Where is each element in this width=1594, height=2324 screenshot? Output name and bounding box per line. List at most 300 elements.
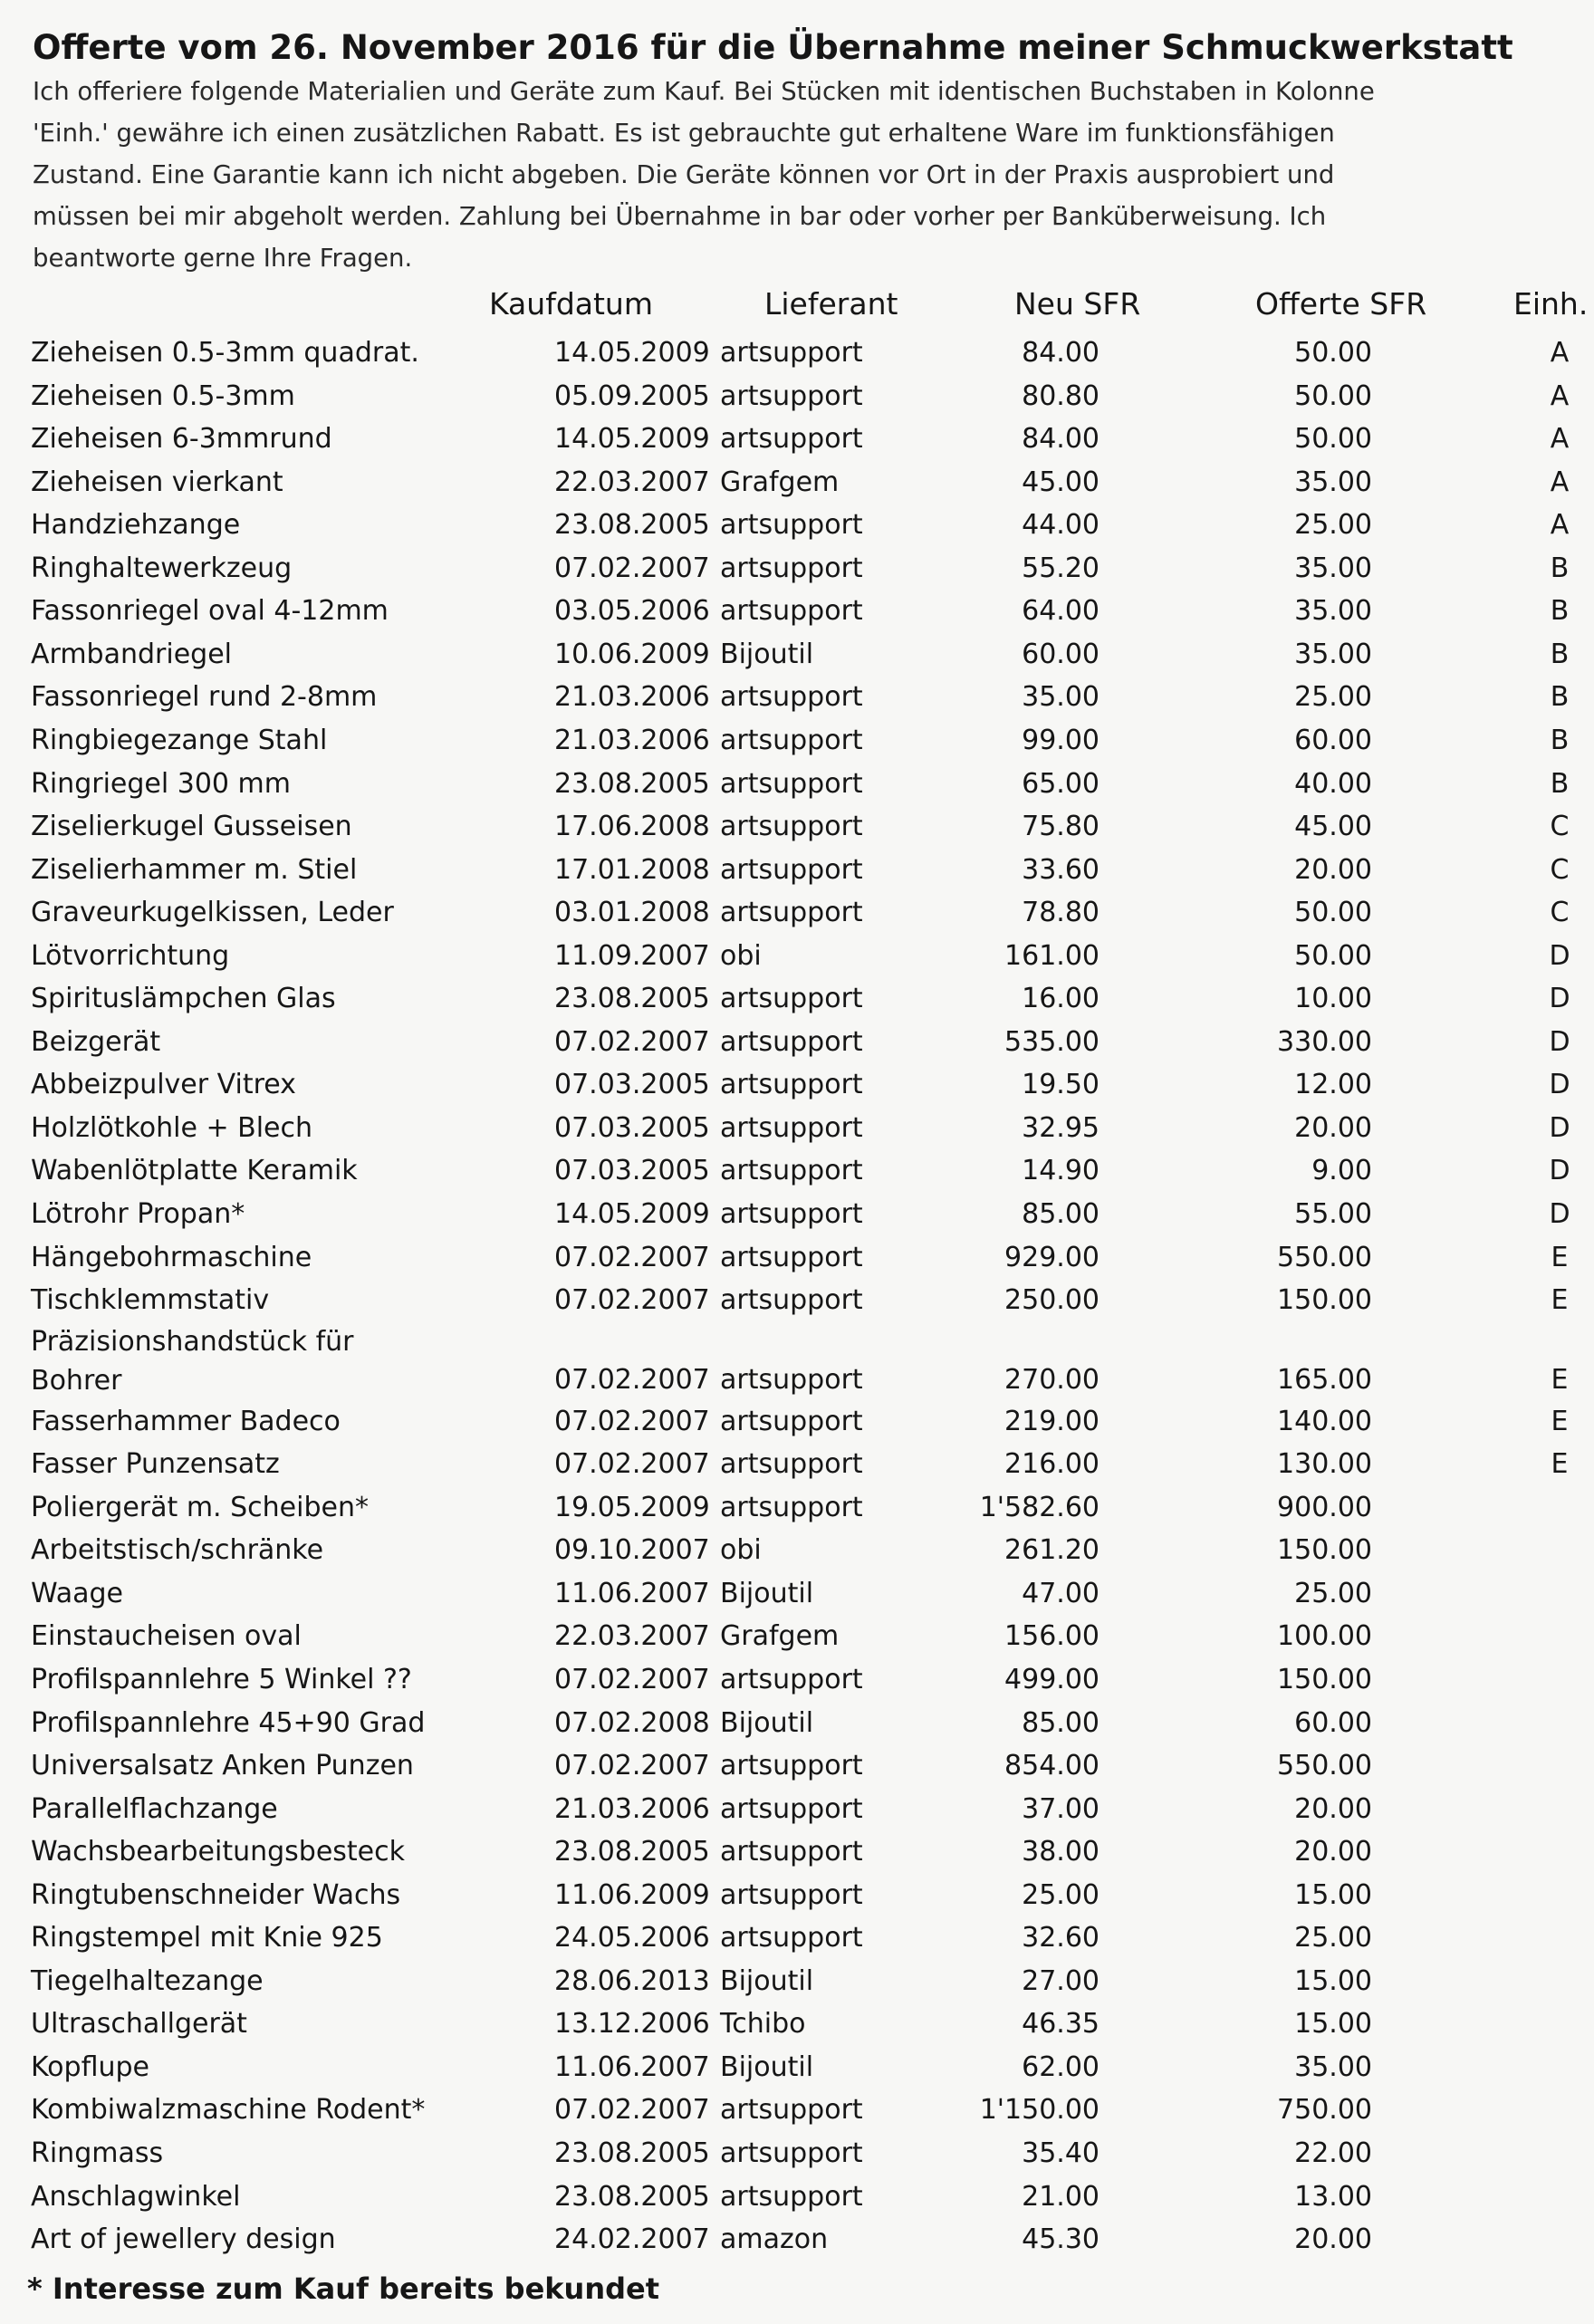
cell-neu-sfr: 85.00	[1022, 1198, 1099, 1230]
cell-einheit: D	[1549, 1155, 1570, 1187]
cell-einheit: D	[1549, 1111, 1570, 1144]
cell-kaufdatum: 28.06.2013	[554, 1964, 710, 1997]
cell-neu-sfr: 99.00	[1022, 724, 1099, 756]
cell-neu-sfr: 60.00	[1022, 638, 1099, 670]
cell-offerte-sfr: 25.00	[1294, 681, 1372, 714]
cell-lieferant: Grafgem	[720, 1620, 840, 1653]
cell-offerte-sfr: 750.00	[1277, 2094, 1372, 2127]
cell-offerte-sfr: 20.00	[1294, 853, 1372, 886]
cell-lieferant: artsupport	[720, 983, 863, 1015]
cell-kaufdatum: 14.05.2009	[554, 1198, 710, 1230]
cell-neu-sfr: 32.95	[1022, 1111, 1099, 1144]
cell-neu-sfr: 84.00	[1022, 423, 1099, 456]
cell-item-name: Handziehzange	[31, 509, 241, 542]
cell-einheit: E	[1551, 1284, 1569, 1317]
cell-item-name: Abbeizpulver Vitrex	[31, 1069, 296, 1101]
cell-lieferant: artsupport	[720, 379, 863, 412]
cell-lieferant: Bijoutil	[720, 1706, 814, 1739]
cell-lieferant: artsupport	[720, 2137, 863, 2169]
cell-offerte-sfr: 150.00	[1277, 1663, 1372, 1695]
cell-item-name: Fassonriegel rund 2-8mm	[31, 681, 378, 714]
cell-item-name: Universalsatz Anken Punzen	[31, 1750, 414, 1782]
cell-offerte-sfr: 35.00	[1294, 638, 1372, 670]
cell-lieferant: artsupport	[720, 1069, 863, 1101]
cell-neu-sfr: 75.80	[1022, 811, 1099, 843]
cell-kaufdatum: 22.03.2007	[554, 466, 710, 498]
cell-kaufdatum: 14.05.2009	[554, 423, 710, 456]
cell-neu-sfr: 33.60	[1022, 853, 1099, 886]
intro-paragraph	[33, 71, 1445, 279]
cell-neu-sfr: 38.00	[1022, 1836, 1099, 1868]
cell-lieferant: artsupport	[720, 1155, 863, 1187]
cell-offerte-sfr: 130.00	[1277, 1448, 1372, 1481]
cell-item-name: Graveurkugelkissen, Leder	[31, 897, 394, 929]
cell-offerte-sfr: 35.00	[1294, 552, 1372, 584]
cell-item-name: Arbeitstisch/schränke	[31, 1534, 324, 1567]
cell-offerte-sfr: 55.00	[1294, 1198, 1372, 1230]
cell-lieferant: artsupport	[720, 423, 863, 456]
cell-item-name: Lötrohr Propan*	[31, 1198, 245, 1230]
cell-lieferant: Bijoutil	[720, 1964, 814, 1997]
cell-item-name: Kopflupe	[31, 2050, 149, 2083]
cell-neu-sfr: 84.00	[1022, 337, 1099, 369]
table-row	[0, 1788, 1594, 1831]
cell-neu-sfr: 35.40	[1022, 2137, 1099, 2169]
table-row	[0, 1874, 1594, 1917]
header-kaufdatum: Kaufdatum	[489, 286, 653, 322]
header-offerte-sfr: Offerte SFR	[1255, 286, 1427, 322]
cell-offerte-sfr: 50.00	[1294, 423, 1372, 456]
cell-offerte-sfr: 900.00	[1277, 1491, 1372, 1523]
cell-neu-sfr: 929.00	[1004, 1241, 1099, 1273]
cell-offerte-sfr: 165.00	[1277, 1363, 1372, 1396]
cell-kaufdatum: 22.03.2007	[554, 1620, 710, 1653]
cell-einheit: A	[1550, 509, 1570, 542]
cell-kaufdatum: 13.12.2006	[554, 2008, 710, 2041]
table-row	[0, 1572, 1594, 1616]
cell-einheit: C	[1550, 853, 1570, 886]
cell-neu-sfr: 219.00	[1004, 1405, 1099, 1437]
cell-item-name: Poliergerät m. Scheiben*	[31, 1491, 369, 1523]
cell-item-name: Ringhaltewerkzeug	[31, 552, 293, 584]
cell-item-name: Profilspannlehre 5 Winkel ??	[31, 1663, 412, 1695]
table-row	[0, 2002, 1594, 2046]
cell-offerte-sfr: 25.00	[1294, 1577, 1372, 1609]
cell-lieferant: artsupport	[720, 853, 863, 886]
cell-lieferant: artsupport	[720, 1663, 863, 1695]
cell-lieferant: Bijoutil	[720, 2050, 814, 2083]
cell-lieferant: artsupport	[720, 897, 863, 929]
cell-kaufdatum: 07.02.2007	[554, 1663, 710, 1695]
cell-neu-sfr: 1'150.00	[979, 2094, 1099, 2127]
header-lieferant: Lieferant	[764, 286, 898, 322]
cell-neu-sfr: 535.00	[1004, 1025, 1099, 1058]
cell-lieferant: artsupport	[720, 1284, 863, 1317]
cell-offerte-sfr: 150.00	[1277, 1284, 1372, 1317]
cell-offerte-sfr: 140.00	[1277, 1405, 1372, 1437]
table-row	[0, 763, 1594, 806]
cell-kaufdatum: 11.06.2007	[554, 2050, 710, 2083]
cell-item-name: Tiegelhaltezange	[31, 1964, 264, 1997]
cell-neu-sfr: 45.00	[1022, 466, 1099, 498]
table-row	[0, 719, 1594, 763]
table-row	[0, 1615, 1594, 1658]
table-row	[0, 418, 1594, 461]
cell-item-name: Armbandriegel	[31, 638, 232, 670]
cell-kaufdatum: 24.05.2006	[554, 1922, 710, 1954]
cell-kaufdatum: 11.06.2009	[554, 1878, 710, 1911]
table-row	[0, 2218, 1594, 2262]
cell-offerte-sfr: 50.00	[1294, 939, 1372, 972]
cell-lieferant: artsupport	[720, 1836, 863, 1868]
cell-neu-sfr: 78.80	[1022, 897, 1099, 929]
cell-item-name: Tischklemmstativ	[31, 1284, 270, 1317]
cell-item-name: Wabenlötplatte Keramik	[31, 1155, 358, 1187]
cell-einheit: E	[1551, 1448, 1569, 1481]
cell-offerte-sfr: 35.00	[1294, 466, 1372, 498]
document-title: Offerte vom 26. November 2016 für die Übernahme meiner Schmuckwerkstatt	[33, 28, 1513, 67]
cell-lieferant: artsupport	[720, 1405, 863, 1437]
cell-offerte-sfr: 60.00	[1294, 724, 1372, 756]
cell-neu-sfr: 156.00	[1004, 1620, 1099, 1653]
table-row	[0, 1322, 1594, 1400]
cell-kaufdatum: 23.08.2005	[554, 983, 710, 1015]
cell-lieferant: artsupport	[720, 1922, 863, 1954]
cell-neu-sfr: 1'582.60	[979, 1491, 1099, 1523]
cell-lieferant: obi	[720, 939, 762, 972]
cell-neu-sfr: 27.00	[1022, 1964, 1099, 1997]
cell-item-name: Ringtubenschneider Wachs	[31, 1878, 401, 1911]
cell-lieferant: artsupport	[720, 1750, 863, 1782]
cell-neu-sfr: 37.00	[1022, 1792, 1099, 1825]
table-row	[0, 1529, 1594, 1572]
cell-einheit: D	[1549, 1025, 1570, 1058]
table-row	[0, 1400, 1594, 1444]
cell-kaufdatum: 07.02.2007	[554, 2094, 710, 2127]
cell-lieferant: artsupport	[720, 1198, 863, 1230]
cell-neu-sfr: 216.00	[1004, 1448, 1099, 1481]
cell-neu-sfr: 46.35	[1022, 2008, 1099, 2041]
table-row	[0, 547, 1594, 591]
cell-item-name: Einstaucheisen oval	[31, 1620, 302, 1653]
cell-kaufdatum: 23.08.2005	[554, 1836, 710, 1868]
cell-item-name: Wachsbearbeitungsbesteck	[31, 1836, 405, 1868]
cell-kaufdatum: 07.02.2007	[554, 1448, 710, 1481]
cell-kaufdatum: 07.03.2005	[554, 1155, 710, 1187]
table-row	[0, 461, 1594, 504]
cell-kaufdatum: 23.08.2005	[554, 2137, 710, 2169]
cell-kaufdatum: 03.01.2008	[554, 897, 710, 929]
cell-neu-sfr: 854.00	[1004, 1750, 1099, 1782]
table-row	[0, 1702, 1594, 1745]
cell-lieferant: Bijoutil	[720, 1577, 814, 1609]
cell-einheit: B	[1550, 595, 1570, 628]
cell-offerte-sfr: 15.00	[1294, 2008, 1372, 2041]
cell-item-name: Kombiwalzmaschine Rodent*	[31, 2094, 426, 2127]
cell-einheit: B	[1550, 552, 1570, 584]
cell-neu-sfr: 14.90	[1022, 1155, 1099, 1187]
intro-line: beantworte gerne Ihre Fragen.	[33, 244, 413, 273]
cell-lieferant: artsupport	[720, 1363, 863, 1396]
table-row	[0, 2175, 1594, 2219]
cell-lieferant: amazon	[720, 2223, 829, 2256]
cell-offerte-sfr: 330.00	[1277, 1025, 1372, 1058]
cell-item-name: Holzlötkohle + Blech	[31, 1111, 313, 1144]
cell-lieferant: artsupport	[720, 1878, 863, 1911]
cell-neu-sfr: 85.00	[1022, 1706, 1099, 1739]
cell-neu-sfr: 55.20	[1022, 552, 1099, 584]
cell-kaufdatum: 11.09.2007	[554, 939, 710, 972]
cell-einheit: D	[1549, 1069, 1570, 1101]
table-row	[0, 331, 1594, 375]
cell-einheit: B	[1550, 681, 1570, 714]
cell-kaufdatum: 14.05.2009	[554, 337, 710, 369]
cell-einheit: C	[1550, 897, 1570, 929]
cell-lieferant: artsupport	[720, 681, 863, 714]
cell-neu-sfr: 32.60	[1022, 1922, 1099, 1954]
cell-lieferant: artsupport	[720, 337, 863, 369]
cell-neu-sfr: 161.00	[1004, 939, 1099, 972]
cell-lieferant: artsupport	[720, 509, 863, 542]
cell-offerte-sfr: 35.00	[1294, 595, 1372, 628]
cell-item-name: Spirituslämpchen Glas	[31, 983, 336, 1015]
cell-kaufdatum: 21.03.2006	[554, 681, 710, 714]
cell-offerte-sfr: 150.00	[1277, 1534, 1372, 1567]
cell-kaufdatum: 07.02.2007	[554, 1750, 710, 1782]
cell-einheit: B	[1550, 724, 1570, 756]
cell-kaufdatum: 03.05.2006	[554, 595, 710, 628]
cell-item-name: Zieheisen vierkant	[31, 466, 283, 498]
cell-neu-sfr: 21.00	[1022, 2180, 1099, 2213]
cell-einheit: D	[1549, 939, 1570, 972]
cell-offerte-sfr: 60.00	[1294, 1706, 1372, 1739]
cell-offerte-sfr: 22.00	[1294, 2137, 1372, 2169]
cell-neu-sfr: 80.80	[1022, 379, 1099, 412]
table-row	[0, 1063, 1594, 1107]
cell-item-name: Ringmass	[31, 2137, 164, 2169]
cell-kaufdatum: 07.03.2005	[554, 1111, 710, 1144]
cell-offerte-sfr: 13.00	[1294, 2180, 1372, 2213]
table-row	[0, 504, 1594, 547]
cell-kaufdatum: 07.02.2007	[554, 1363, 710, 1396]
cell-item-name: Beizgerät	[31, 1025, 161, 1058]
intro-line: 'Einh.' gewähre ich einen zusätzlichen Rabatt. Es ist gebrauchte gut erhaltene Ware im funktionsfähigen	[33, 119, 1335, 148]
cell-offerte-sfr: 9.00	[1311, 1155, 1372, 1187]
cell-item-name: Waage	[31, 1577, 124, 1609]
cell-lieferant: artsupport	[720, 1448, 863, 1481]
cell-einheit: A	[1550, 423, 1570, 456]
cell-item-name: Anschlagwinkel	[31, 2180, 241, 2213]
cell-kaufdatum: 19.05.2009	[554, 1491, 710, 1523]
cell-offerte-sfr: 45.00	[1294, 811, 1372, 843]
cell-kaufdatum: 07.02.2007	[554, 1241, 710, 1273]
cell-lieferant: artsupport	[720, 811, 863, 843]
cell-lieferant: artsupport	[720, 724, 863, 756]
cell-offerte-sfr: 40.00	[1294, 767, 1372, 800]
cell-neu-sfr: 250.00	[1004, 1284, 1099, 1317]
cell-item-name: Ringstempel mit Knie 925	[31, 1922, 383, 1954]
table-row	[0, 1107, 1594, 1150]
cell-item-name: Fasserhammer Badeco	[31, 1405, 341, 1437]
header-einheit: Einh.	[1513, 286, 1589, 322]
cell-lieferant: Grafgem	[720, 466, 840, 498]
cell-offerte-sfr: 550.00	[1277, 1241, 1372, 1273]
cell-item-name: Ringbiegezange Stahl	[31, 724, 328, 756]
cell-offerte-sfr: 20.00	[1294, 1111, 1372, 1144]
cell-neu-sfr: 261.20	[1004, 1534, 1099, 1567]
cell-einheit: A	[1550, 379, 1570, 412]
cell-einheit: E	[1551, 1241, 1569, 1273]
cell-kaufdatum: 07.03.2005	[554, 1069, 710, 1101]
cell-item-name: Profilspannlehre 45+90 Grad	[31, 1706, 426, 1739]
cell-item-name: Zieheisen 0.5-3mm quadrat.	[31, 337, 419, 369]
cell-kaufdatum: 05.09.2005	[554, 379, 710, 412]
table-row	[0, 891, 1594, 935]
cell-neu-sfr: 35.00	[1022, 681, 1099, 714]
cell-lieferant: artsupport	[720, 1792, 863, 1825]
cell-item-name: Lötvorrichtung	[31, 939, 230, 972]
table-row	[0, 2046, 1594, 2089]
table-row	[0, 935, 1594, 978]
cell-item-name: Hängebohrmaschine	[31, 1241, 312, 1273]
cell-kaufdatum: 07.02.2007	[554, 1405, 710, 1437]
cell-kaufdatum: 07.02.2007	[554, 1025, 710, 1058]
cell-item-name-line: Präzisionshandstück für	[31, 1325, 354, 1358]
table-row	[0, 1443, 1594, 1486]
cell-kaufdatum: 07.02.2007	[554, 552, 710, 584]
cell-item-name: Ziselierkugel Gusseisen	[31, 811, 352, 843]
cell-kaufdatum: 10.06.2009	[554, 638, 710, 670]
cell-offerte-sfr: 20.00	[1294, 1792, 1372, 1825]
cell-offerte-sfr: 50.00	[1294, 337, 1372, 369]
cell-offerte-sfr: 550.00	[1277, 1750, 1372, 1782]
cell-lieferant: artsupport	[720, 1241, 863, 1273]
cell-offerte-sfr: 15.00	[1294, 1964, 1372, 1997]
table-row	[0, 1486, 1594, 1530]
table-row	[0, 1021, 1594, 1064]
table-row	[0, 1916, 1594, 1960]
table-row	[0, 805, 1594, 849]
cell-offerte-sfr: 25.00	[1294, 1922, 1372, 1954]
cell-neu-sfr: 16.00	[1022, 983, 1099, 1015]
cell-item-name-line: Bohrer	[31, 1364, 122, 1397]
cell-item-name: Zieheisen 0.5-3mm	[31, 379, 295, 412]
table-row	[0, 1149, 1594, 1193]
table-row	[0, 375, 1594, 418]
cell-kaufdatum: 09.10.2007	[554, 1534, 710, 1567]
cell-offerte-sfr: 35.00	[1294, 2050, 1372, 2083]
cell-lieferant: artsupport	[720, 1491, 863, 1523]
table-row	[0, 1279, 1594, 1322]
table-row	[0, 1830, 1594, 1874]
cell-kaufdatum: 23.08.2005	[554, 509, 710, 542]
cell-einheit: E	[1551, 1363, 1569, 1396]
table-row	[0, 676, 1594, 719]
intro-line: Ich offeriere folgende Materialien und Geräte zum Kauf. Bei Stücken mit identischen Buchstaben in Kolonne	[33, 77, 1375, 106]
cell-kaufdatum: 07.02.2008	[554, 1706, 710, 1739]
cell-neu-sfr: 19.50	[1022, 1069, 1099, 1101]
cell-einheit: D	[1549, 983, 1570, 1015]
cell-einheit: A	[1550, 466, 1570, 498]
cell-item-name: Fassonriegel oval 4-12mm	[31, 595, 389, 628]
cell-einheit: C	[1550, 811, 1570, 843]
cell-offerte-sfr: 50.00	[1294, 897, 1372, 929]
cell-kaufdatum: 17.01.2008	[554, 853, 710, 886]
cell-kaufdatum: 24.02.2007	[554, 2223, 710, 2256]
cell-lieferant: artsupport	[720, 2180, 863, 2213]
cell-lieferant: artsupport	[720, 2094, 863, 2127]
cell-neu-sfr: 64.00	[1022, 595, 1099, 628]
cell-neu-sfr: 65.00	[1022, 767, 1099, 800]
cell-einheit: D	[1549, 1198, 1570, 1230]
cell-neu-sfr: 62.00	[1022, 2050, 1099, 2083]
cell-neu-sfr: 45.30	[1022, 2223, 1099, 2256]
cell-kaufdatum: 21.03.2006	[554, 724, 710, 756]
cell-kaufdatum: 23.08.2005	[554, 2180, 710, 2213]
cell-offerte-sfr: 100.00	[1277, 1620, 1372, 1653]
cell-einheit: B	[1550, 638, 1570, 670]
cell-item-name: Ringriegel 300 mm	[31, 767, 291, 800]
cell-einheit: B	[1550, 767, 1570, 800]
cell-offerte-sfr: 15.00	[1294, 1878, 1372, 1911]
cell-neu-sfr: 44.00	[1022, 509, 1099, 542]
cell-lieferant: Bijoutil	[720, 638, 814, 670]
cell-kaufdatum: 23.08.2005	[554, 767, 710, 800]
table-row	[0, 1193, 1594, 1236]
table-row	[0, 633, 1594, 677]
intro-line: müssen bei mir abgeholt werden. Zahlung bei Übernahme in bar oder vorher per Banküberweisung. Ich	[33, 202, 1327, 231]
cell-item-name	[31, 1322, 354, 1400]
cell-lieferant: artsupport	[720, 552, 863, 584]
cell-kaufdatum: 11.06.2007	[554, 1577, 710, 1609]
cell-item-name: Fasser Punzensatz	[31, 1448, 280, 1481]
table-row	[0, 849, 1594, 892]
cell-einheit: A	[1550, 337, 1570, 369]
cell-item-name: Zieheisen 6-3mmrund	[31, 423, 332, 456]
cell-lieferant: Tchibo	[720, 2008, 806, 2041]
table-row	[0, 590, 1594, 633]
cell-kaufdatum: 21.03.2006	[554, 1792, 710, 1825]
table-row	[0, 977, 1594, 1021]
cell-neu-sfr: 25.00	[1022, 1878, 1099, 1911]
cell-lieferant: artsupport	[720, 767, 863, 800]
cell-lieferant: artsupport	[720, 1111, 863, 1144]
cell-neu-sfr: 270.00	[1004, 1363, 1099, 1396]
table-row	[0, 1744, 1594, 1788]
cell-einheit: E	[1551, 1405, 1569, 1437]
cell-neu-sfr: 47.00	[1022, 1577, 1099, 1609]
table-row	[0, 1658, 1594, 1702]
cell-kaufdatum: 17.06.2008	[554, 811, 710, 843]
cell-lieferant: obi	[720, 1534, 762, 1567]
cell-item-name: Ziselierhammer m. Stiel	[31, 853, 358, 886]
table-row	[0, 2132, 1594, 2175]
table-row	[0, 1960, 1594, 2003]
cell-offerte-sfr: 12.00	[1294, 1069, 1372, 1101]
cell-lieferant: artsupport	[720, 1025, 863, 1058]
cell-offerte-sfr: 20.00	[1294, 1836, 1372, 1868]
cell-kaufdatum: 07.02.2007	[554, 1284, 710, 1317]
cell-lieferant: artsupport	[720, 595, 863, 628]
cell-offerte-sfr: 25.00	[1294, 509, 1372, 542]
cell-offerte-sfr: 50.00	[1294, 379, 1372, 412]
cell-item-name: Parallelflachzange	[31, 1792, 278, 1825]
header-neu-sfr: Neu SFR	[1014, 286, 1141, 322]
footnote: * Interesse zum Kauf bereits bekundet	[27, 2271, 660, 2306]
cell-offerte-sfr: 20.00	[1294, 2223, 1372, 2256]
intro-line: Zustand. Eine Garantie kann ich nicht abgeben. Die Geräte können vor Ort in der Praxis ausprobiert und	[33, 160, 1335, 189]
cell-item-name: Ultraschallgerät	[31, 2008, 247, 2041]
